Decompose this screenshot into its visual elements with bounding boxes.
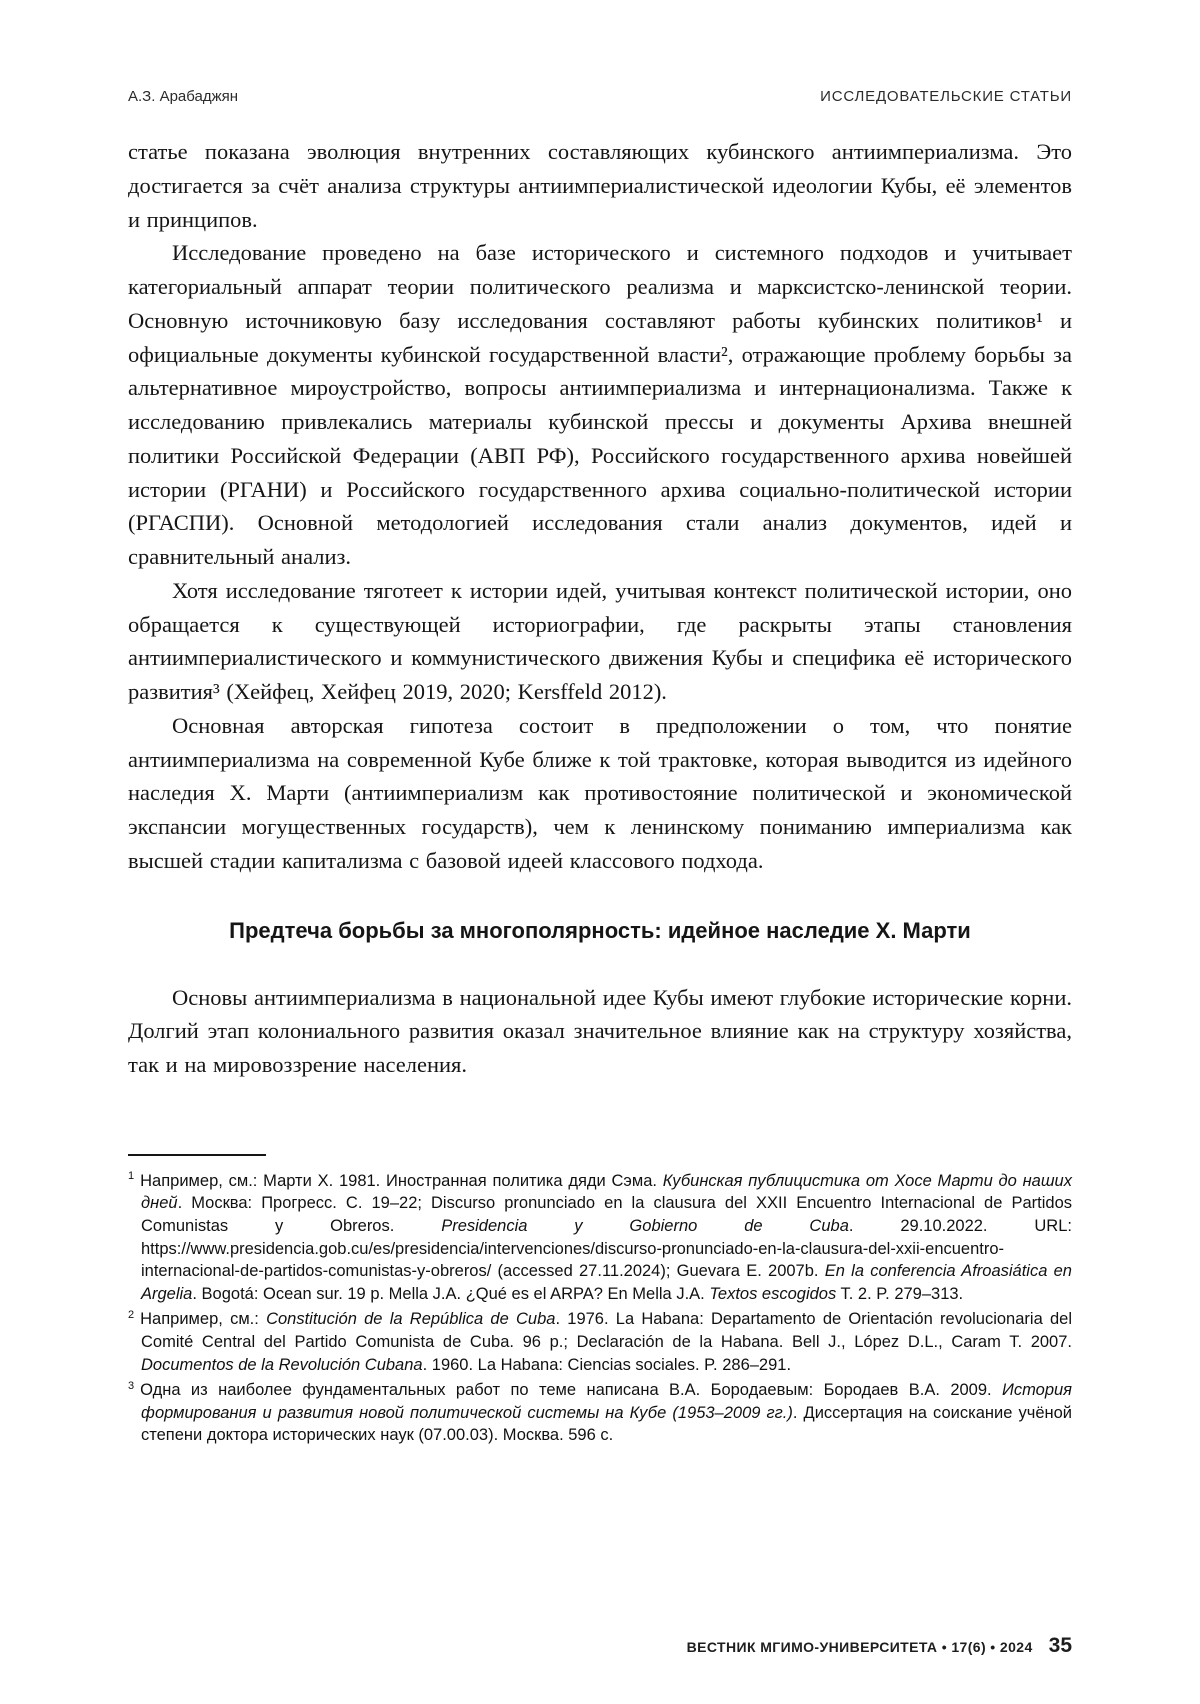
footnotes-separator <box>128 1154 266 1156</box>
footnote-marker: 2 <box>128 1308 135 1321</box>
paragraph: Хотя исследование тяготеет к истории идей, учитывая контекст политической истории, оно обращается к существующей историографии, где раскрыты этапы становления антиимпериалистического и коммунистического движения Кубы и специфика её исторического развития³ (Хейфец, Хейфец 2019, 2020; Kersffeld 2012). <box>128 577 1072 704</box>
spacer <box>128 1082 1072 1154</box>
footnote <box>128 1379 1072 1447</box>
paragraph: Основная авторская гипотеза состоит в предположении о том, что понятие антиимпериализма на современной Кубе ближе к той трактовке, которая выводится из идейного наследия Х. Марти (антиимпериализм как противостояние политической и экономической экспансии могущественных государств), чем к ленинскому пониманию империализма как высшей стадии капитализма с базовой идеей классового подхода. <box>128 712 1072 873</box>
author-name: А.З. Арабаджян <box>128 88 239 105</box>
footnote-marker: 1 <box>128 1170 135 1183</box>
paragraph: Исследование проведено на базе исторического и системного подходов и учитывает категориальный аппарат теории политического реализма и марксистско-ленинской теории. Основную источниковую базу исследования составляют работы кубинских политиков¹ и официальные документы кубинской государственной власти², отражающие проблему борьбы за альтернативное мироустройство, вопросы антиимпериализма и интернационализма. Также к исследованию привлекались материалы кубинской прессы и документы Архива внешней политики Российской Федерации (АВП РФ), Российского государственного архива новейшей истории (РГАНИ) и Российского государственного архива социально-политической истории (РГАСПИ). Основной методологией исследования стали анализ документов, идей и сравнительный анализ. <box>128 240 1072 569</box>
journal-info: ВЕСТНИК МГИМО-УНИВЕРСИТЕТА • 17(6) • 2024 <box>686 1639 1033 1655</box>
footnote-text: Например, см.: Марти Х. 1981. Иностранная политика дяди Сэма. Кубинская публицистика от Хосе Марти до наших дней. Москва: Прогресс. С. 19–22; Discurso pronunciado en la clausura del XXII Encuentro Internacional de Partidos Comunistas y Obreros. Presidencia y Gobierno de Cuba. 29.10.2022. URL: https://www.presidencia.gob.cu/es/presidencia/intervenciones/discurso-pronunciado-en-la-clausura-del-xxii-encuentro-internacional-de-partidos-comunistas-y-obreros/ (accessed 27.11.2024); Guevara E. 2007b. En la conferencia Afroasiática en Argelia. Bogotá: Ocean sur. 19 p. Mella J.A. ¿Qué es el ARPA? En Mella J.A. Textos escogidos T. 2. P. 279–313. <box>140 1171 1072 1303</box>
footnote-text: Одна из наиболее фундаментальных работ по теме написана В.А. Бородаевым: Бородаев В.А. 2009. История формирования и развития новой политической системы на Кубе (1953–2009 гг.). Диссертация на соискание учёной степени доктора исторических наук (07.00.03). Москва. 596 с. <box>140 1381 1072 1445</box>
footnote-text: Например, см.: Constitución de la República de Cuba. 1976. La Habana: Departamento de Orientación revolucionaria del Comité Central del Partido Comunista de Cuba. 96 p.; Declaración de la Habana. Bell J., López D.L., Caram T. 2007. Documentos de la Revolución Cubana. 1960. La Habana: Ciencias sociales. P. 286–291. <box>140 1310 1073 1374</box>
footnotes <box>128 1170 1072 1447</box>
footnote <box>128 1308 1072 1376</box>
page-number: 35 <box>1048 1634 1072 1657</box>
section-heading: Предтеча борьбы за многополярность: идейное наследие Х. Марти <box>229 917 971 943</box>
page-footer <box>687 1634 1072 1658</box>
paragraph: статье показана эволюция внутренних составляющих кубинского антиимпериализма. Это достигается за счёт анализа структуры антиимпериалистической идеологии Кубы, её элементов и принципов. <box>128 139 1072 232</box>
footnote-marker: 3 <box>128 1379 135 1392</box>
footnote <box>128 1170 1072 1306</box>
article-body <box>128 135 1072 1082</box>
paragraph: Основы антиимпериализма в национальной идее Кубы имеют глубокие исторические корни. Долгий этап колониального развития оказал значительное влияние как на структуру хозяйства, так и на мировоззрение населения. <box>128 984 1072 1077</box>
page-header <box>128 88 1072 105</box>
section-label: ИССЛЕДОВАТЕЛЬСКИЕ СТАТЬИ <box>820 88 1072 105</box>
